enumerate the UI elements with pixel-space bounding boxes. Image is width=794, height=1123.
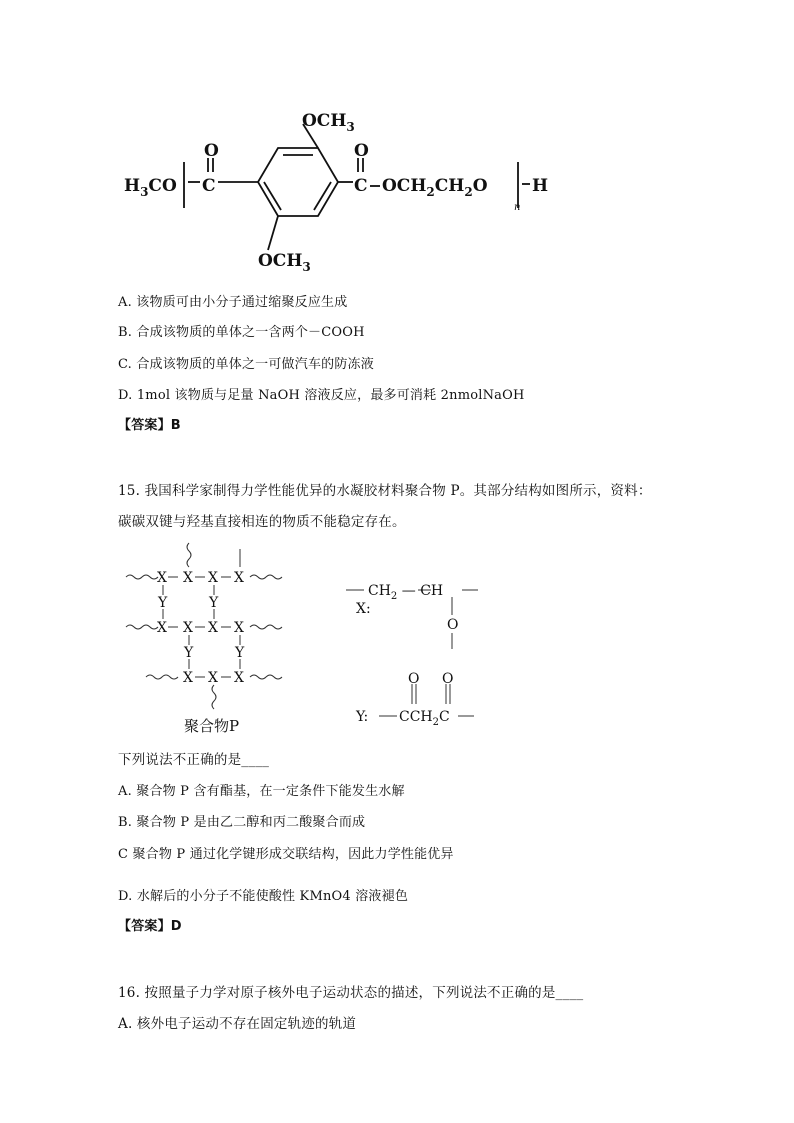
y-definition-o: O (408, 671, 420, 687)
polyester-structure-figure (118, 100, 568, 278)
q15-option-c: C 聚合物 P 通过化学键形成交联结构，因此力学性能优异 (118, 847, 454, 862)
q14-option-d: D. 1mol 该物质与足量 NaOH 溶液反应，最多可消耗 2nmolNaOH (118, 388, 525, 403)
x-node: X (234, 620, 244, 636)
x-definition-o: O (447, 617, 459, 633)
repeat-n: n (514, 202, 521, 213)
ester-chain-label: $OCH_2CH_2O$ (382, 176, 488, 199)
x-node: X (157, 620, 167, 636)
q16-option-a: A. 核外电子运动不存在固定轨迹的轨道 (118, 1016, 357, 1032)
x-definition-label: X: (356, 601, 371, 617)
x-node: X (234, 570, 244, 586)
q15-option-b: B. 聚合物 P 是由乙二醇和丙二酸聚合而成 (118, 815, 366, 830)
y-definition-label: Y: (356, 709, 369, 725)
left-end-group: $H_3CO$ (124, 176, 177, 199)
q16-stem: 16. 按照量子力学对原子核外电子运动状态的描述，下列说法不正确的是____ (118, 985, 584, 1001)
ome-top-label: $OCH_3$ (302, 111, 355, 134)
x-node: X (183, 620, 193, 636)
q15-stem-line1: 15. 我国科学家制得力学性能优异的水凝胶材料聚合物 P。其部分结构如图所示，资料： (118, 483, 652, 499)
right-carbonyl-c: C (354, 176, 368, 196)
polymer-p-caption: 聚合物P (184, 717, 240, 735)
ome-bottom-label: $OCH_3$ (258, 251, 311, 274)
q14-answer: 【答案】B (118, 418, 181, 433)
q15-option-d: D. 水解后的小分子不能使酸性 KMnO4 溶液褪色 (118, 889, 409, 904)
x-node: X (183, 670, 193, 686)
x-node: X (208, 620, 218, 636)
q14-option-c: C. 合成该物质的单体之一可做汽车的防冻液 (118, 357, 374, 372)
y-definition-formula: $CCH_2C$ (399, 709, 450, 728)
x-node: X (208, 570, 218, 586)
x-node: X (157, 570, 167, 586)
x-definition-formula: $CH_2$ — CH (368, 583, 444, 602)
q14-option-b: B. 合成该物质的单体之一含两个－COOH (118, 325, 365, 340)
y-node: Y (209, 595, 219, 611)
end-h: H (532, 176, 549, 196)
q15-answer: 【答案】D (118, 919, 182, 934)
x-node: X (183, 570, 193, 586)
q14-option-a: A. 该物质可由小分子通过缩聚反应生成 (118, 295, 348, 310)
left-carbonyl-o: O (204, 141, 219, 161)
left-carbonyl-c: C (202, 176, 216, 196)
y-node: Y (184, 645, 194, 661)
y-node: Y (158, 595, 168, 611)
y-definition-o: O (442, 671, 454, 687)
right-carbonyl-o: O (354, 141, 369, 161)
q15-option-a: A. 聚合物 P 含有酯基，在一定条件下能发生水解 (118, 784, 405, 799)
q15-stem-line2: 碳碳双键与羟基直接相连的物质不能稳定存在。 (118, 514, 406, 530)
polymer-p-figure (118, 535, 518, 740)
x-node: X (208, 670, 218, 686)
y-node: Y (235, 645, 245, 661)
x-node: X (234, 670, 244, 686)
q15-prompt: 下列说法不正确的是____ (118, 752, 270, 768)
